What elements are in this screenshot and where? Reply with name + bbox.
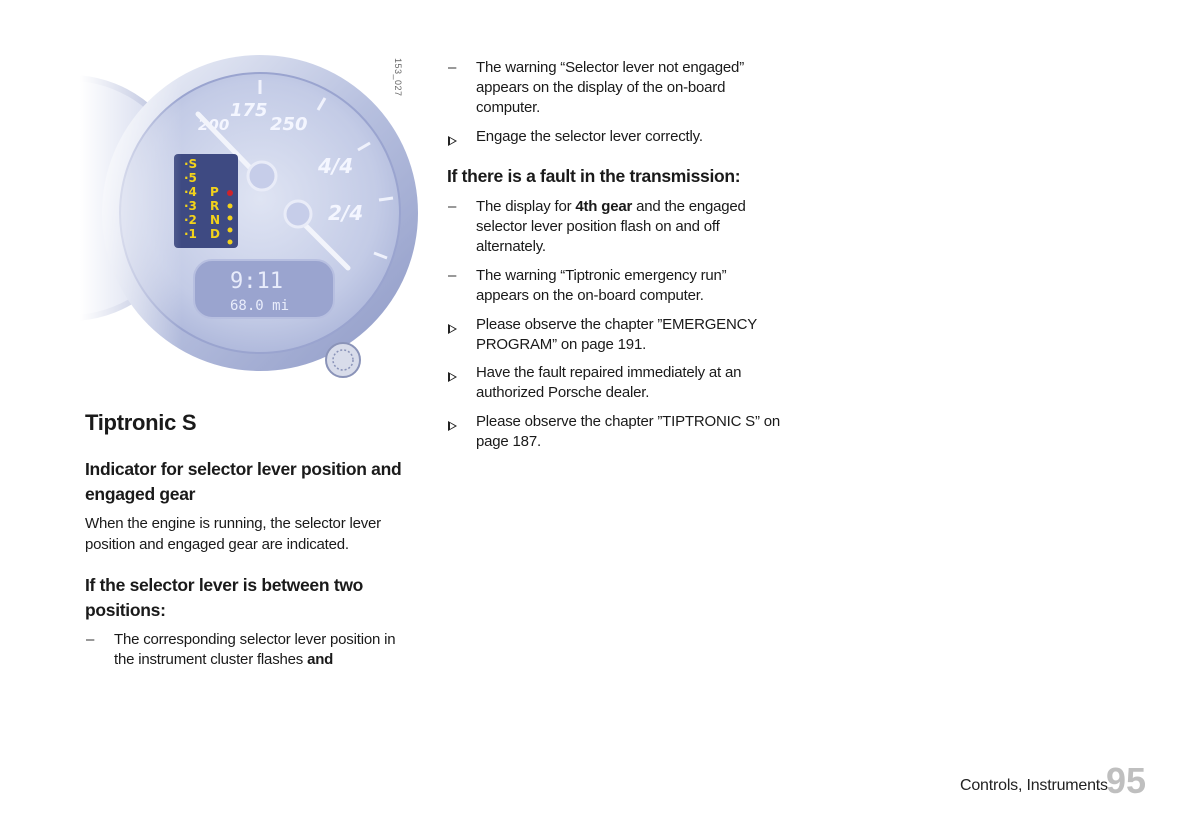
indicator-heading: Indicator for selector lever position and engaged gear [85, 459, 402, 504]
triangle-bullet-icon [448, 315, 468, 335]
tachometer-graphic [80, 48, 420, 388]
triangle-bullet-icon [448, 127, 468, 147]
section-title: Tiptronic S [85, 410, 197, 435]
dash-marker: – [448, 267, 457, 284]
footer-section-label: Controls, Instruments [960, 777, 1108, 794]
fault-heading: If there is a fault in the transmission: [447, 166, 741, 186]
dash-marker: – [448, 59, 457, 76]
triangle-bullet-icon [448, 363, 468, 383]
list-item-text: Please observe the chapter ”EMERGENCY PROGRAM” on page 191. [476, 316, 757, 353]
list-item-text: The warning “Tiptronic emergency run” appears on the on-board computer. [476, 267, 727, 304]
list-item-text [476, 197, 776, 257]
list-item-body: The corresponding selector lever position in the instrument cluster flashes [114, 631, 396, 668]
figure-code: 153_027 [393, 58, 403, 97]
emphasis: 4th gear [575, 198, 633, 215]
between-heading: If the selector lever is between two positions: [85, 575, 364, 620]
dash-marker: – [86, 631, 95, 648]
triangle-bullet-icon [448, 412, 468, 432]
list-item-text: Engage the selector lever correctly. [476, 128, 703, 145]
indicator-body: When the engine is running, the selector lever position and engaged gear are indicated. [85, 515, 381, 553]
list-item-body: and the engaged selector lever position flash on and off alternately. [476, 198, 746, 255]
list-item-text: Please observe the chapter ”TIPTRONIC S” on page 187. [476, 413, 781, 450]
dash-marker: – [448, 198, 457, 215]
instrument-cluster-illustration [80, 48, 420, 388]
list-item-text [114, 630, 414, 670]
list-item-text: The warning “Selector lever not engaged” appears on the display of the on-board computer. [476, 59, 744, 116]
list-item-text: Have the fault repaired immediately at an authorized Porsche dealer. [476, 364, 742, 401]
emphasis: and [307, 651, 334, 668]
page-number: 95 [1106, 760, 1147, 801]
list-item-body: The display for [476, 198, 576, 215]
